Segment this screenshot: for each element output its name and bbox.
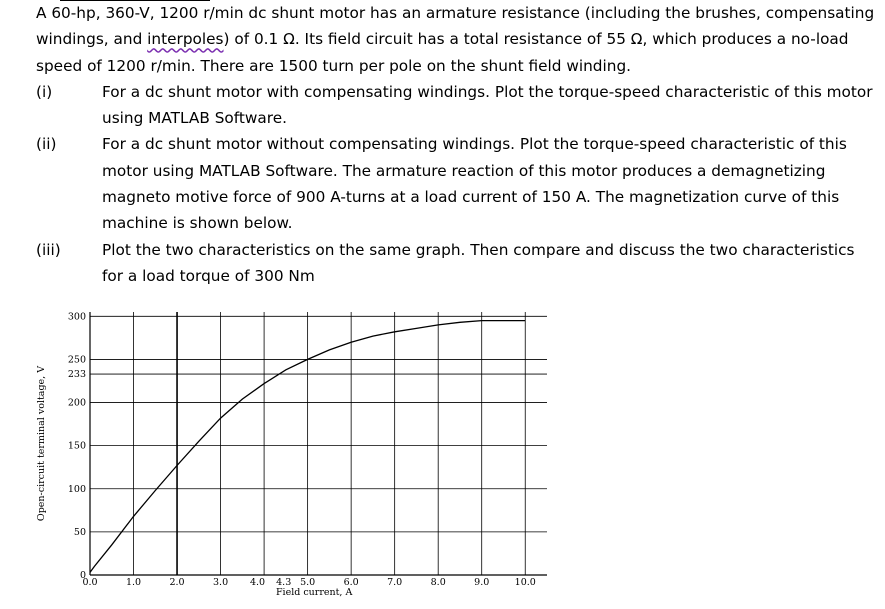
x-tick-label: 0.0 bbox=[82, 577, 98, 588]
intro-text-pre: A 60-hp, 360-V, 1200 r/min dc shunt motor has an armature resistance (including the brushes, compensating windings, and bbox=[36, 4, 875, 49]
y-tick-label: 300 bbox=[67, 311, 86, 323]
x-tick-label: 10.0 bbox=[514, 577, 536, 588]
item-number: (iii) bbox=[36, 240, 61, 259]
item-text: For a dc shunt motor with compensating windings. Plot the torque-speed characteristic of this motor using MATLAB Software. bbox=[102, 82, 873, 128]
intro-text-post: ) of 0.1 Ω. Its field circuit has a total resistance of 55 Ω, which produces a no-load speed of 1200 r/min. There are 1500 turn per pole on the shunt field winding. bbox=[36, 30, 849, 75]
magnetization-chart bbox=[0, 300, 600, 605]
x-tick-label: 4.0 bbox=[249, 577, 266, 588]
list-item-ii bbox=[36, 131, 876, 236]
chart-grid bbox=[90, 312, 547, 575]
y-tick-label: 150 bbox=[67, 440, 86, 452]
y-tick-label: 200 bbox=[67, 397, 86, 409]
x-tick-label: 2.0 bbox=[169, 577, 185, 588]
x-tick-label: 3.0 bbox=[213, 577, 229, 588]
x-tick-label: 5.0 bbox=[300, 577, 316, 588]
y-tick-labels bbox=[68, 311, 86, 581]
x-tick-label: 1.0 bbox=[125, 577, 142, 588]
x-tick-label: 7.0 bbox=[387, 577, 403, 588]
intro-text-underlined: interpoles bbox=[147, 30, 224, 49]
x-tick-label: 8.0 bbox=[430, 577, 446, 588]
y-tick-label: 100 bbox=[67, 483, 86, 495]
x-tick-label: 6.0 bbox=[343, 577, 359, 588]
item-text: Plot the two characteristics on the same graph. Then compare and discuss the two characteristics for a load torque of 300 Nm bbox=[102, 240, 855, 285]
x-axis-label: Field current, A bbox=[275, 587, 353, 598]
item-number: (i) bbox=[36, 82, 53, 101]
list-item-i bbox=[36, 79, 876, 132]
x-tick-label: 4.3 bbox=[276, 577, 292, 588]
y-tick-label: 250 bbox=[67, 354, 86, 366]
chart-axes bbox=[90, 312, 547, 575]
list-item-iii bbox=[36, 237, 876, 290]
item-number: (ii) bbox=[36, 135, 57, 154]
intro-paragraph bbox=[36, 0, 876, 79]
item-text: For a dc shunt motor without compensating windings. Plot the torque-speed characteristic of this motor using MATLAB Software. The armature reaction of this motor produces a demagnetizing magneto motive force of 900 A-turns at a load current of 150 A. The magnetization curve of this machine is shown below. bbox=[102, 135, 847, 233]
y-tick-label: 50 bbox=[73, 526, 86, 538]
x-tick-label: 9.0 bbox=[474, 577, 490, 588]
problem-text bbox=[36, 0, 876, 289]
y-axis-label: Open-circuit terminal voltage, V bbox=[36, 365, 47, 522]
y-tick-label: 0 bbox=[79, 570, 86, 581]
y-tick-label: 233 bbox=[67, 369, 86, 381]
